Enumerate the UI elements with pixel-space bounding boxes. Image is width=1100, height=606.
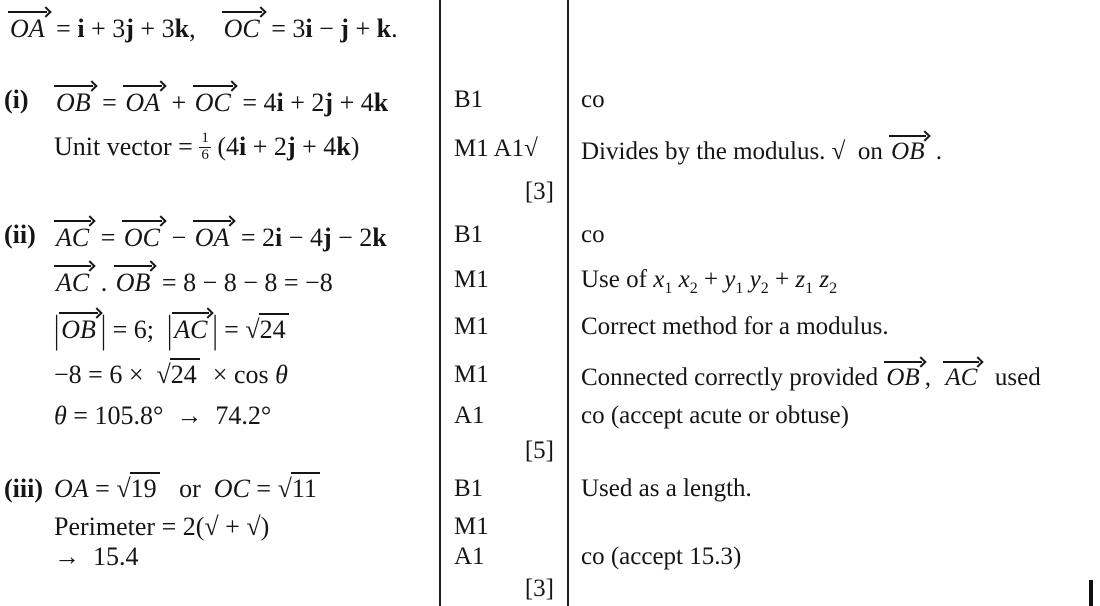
math-token: . [929, 138, 942, 165]
math-token: Perimeter = 2(√ + √) [54, 511, 270, 541]
math-token: + [165, 88, 193, 117]
working-expression [54, 82, 388, 118]
comment-column [568, 542, 1100, 572]
math-token: y [724, 265, 736, 293]
comment-column [568, 511, 1100, 542]
math-token: √24 [157, 358, 200, 389]
math-token: 1 [664, 279, 673, 297]
vector-with-arrow: OA [8, 8, 50, 44]
marks-total: [3] [524, 575, 554, 602]
vector-with-arrow: AC [172, 309, 212, 345]
comment-column [568, 74, 1100, 126]
math-token: k [372, 222, 387, 252]
working-expression [54, 360, 288, 390]
working-column [0, 511, 440, 542]
text-cursor-mark [1089, 580, 1093, 606]
comment-column [568, 434, 1100, 467]
math-token: 2 [760, 279, 769, 297]
mark-scheme-row [0, 126, 1100, 172]
math-token: −8 = 6 × [54, 360, 157, 389]
working-column [0, 0, 440, 74]
vector-with-arrow: OA [193, 217, 235, 253]
math-token: $\frac{1}{6}$ [201, 130, 209, 163]
math-token: j [125, 14, 134, 43]
working-expression [54, 217, 387, 253]
math-token: i [239, 132, 247, 162]
mark-codes: M1 A1√ [454, 135, 538, 162]
math-token: √19 [116, 472, 159, 503]
comment-column [568, 572, 1100, 606]
working-expression [54, 474, 320, 504]
marks-column [440, 0, 568, 74]
comment-text [581, 313, 889, 341]
math-token: = 4 [235, 88, 277, 117]
math-token: = 2 [234, 222, 276, 252]
math-token: x [653, 265, 665, 293]
part-label: (iii) [4, 474, 43, 503]
vector-with-arrow: OA [123, 82, 165, 118]
marks-column [440, 434, 568, 467]
working-expression [54, 262, 333, 298]
marks-column [440, 172, 568, 212]
comment-column [568, 126, 1100, 172]
vector-with-arrow: OB [54, 82, 96, 118]
part-label: (ii) [4, 219, 36, 249]
working-column [0, 572, 440, 606]
working-expression [54, 401, 271, 431]
math-token: = [95, 88, 124, 117]
math-token: k [336, 132, 351, 162]
math-token: + 3 [133, 14, 175, 43]
math-token: | [167, 307, 173, 351]
working-column [0, 302, 440, 352]
mark-codes: B1 [454, 220, 484, 248]
working-column [0, 172, 440, 212]
math-token: j [286, 132, 296, 162]
math-token: z [795, 265, 806, 293]
comment-column [568, 352, 1100, 398]
comment-text [581, 543, 741, 571]
working-column [0, 467, 440, 511]
math-token: Connected correctly provided [581, 364, 885, 391]
vector-with-arrow: OC [122, 217, 165, 253]
math-token: → 15.4 [54, 542, 139, 571]
math-token: + 2 [246, 132, 287, 162]
vector-with-arrow: OB [889, 132, 929, 166]
working-expression [54, 512, 269, 542]
marks-column [440, 398, 568, 434]
math-token: k [174, 14, 190, 43]
math-token: 2 [689, 279, 698, 297]
comment-text [581, 132, 942, 166]
math-token: co (accept 15.3) [581, 543, 742, 570]
math-token: 1 [805, 279, 814, 297]
math-token: Use of [581, 265, 654, 293]
math-token: , [189, 14, 222, 43]
math-token: × cos [199, 360, 276, 389]
math-token: j [324, 88, 334, 117]
comment-text [581, 221, 605, 249]
math-token: k [376, 14, 392, 43]
mark-scheme-row [0, 0, 1100, 74]
math-token: = [217, 315, 246, 344]
math-token: ) [350, 132, 360, 162]
math-token: i [275, 222, 283, 252]
math-token: + 4 [295, 132, 337, 162]
comment-text [581, 402, 849, 430]
mark-scheme-row [0, 542, 1100, 572]
math-token: = [249, 474, 278, 503]
working-expression [54, 542, 139, 572]
math-token: + 4 [333, 88, 374, 117]
vector-with-arrow: AC [54, 262, 94, 298]
math-token: √11 [278, 472, 320, 503]
mark-scheme-row [0, 572, 1100, 606]
math-token: | [100, 307, 107, 351]
mark-scheme-row [0, 302, 1100, 352]
mark-codes: M1 [454, 512, 489, 540]
mark-codes: M1 [454, 265, 489, 293]
marks-column [440, 126, 568, 172]
math-token: = 3 [264, 14, 306, 43]
vector-with-arrow: OC [222, 8, 265, 44]
working-column [0, 434, 440, 467]
comment-column [568, 0, 1100, 74]
math-token: θ [275, 360, 288, 389]
math-token: co [581, 220, 605, 248]
math-token: | [54, 307, 60, 351]
marks-column [440, 572, 568, 606]
math-token: k [373, 88, 389, 117]
mark-codes: A1 [454, 543, 485, 570]
mark-scheme-row [0, 511, 1100, 542]
part-label: (i) [4, 85, 29, 114]
math-token: . [94, 267, 114, 297]
marks-column [440, 74, 568, 126]
math-token: i [305, 14, 313, 43]
math-token: | [212, 307, 218, 351]
math-token: OC [213, 474, 250, 503]
math-token: or [159, 474, 214, 503]
math-token: 1 [735, 279, 744, 297]
comment-text [581, 265, 838, 297]
math-token: z [819, 265, 830, 293]
math-token: θ [54, 401, 67, 430]
math-token: co [581, 86, 605, 113]
math-token: + [768, 265, 796, 293]
math-token: 2 [829, 279, 838, 297]
marks-column [440, 467, 568, 511]
math-token: OA [54, 474, 89, 503]
marks-column [440, 352, 568, 398]
comment-column [568, 467, 1100, 511]
math-token: = 6; [106, 315, 167, 344]
marks-column [440, 511, 568, 542]
math-token: − [312, 14, 341, 43]
mark-codes: M1 [454, 313, 489, 340]
marks-column [440, 542, 568, 572]
math-token: Correct method for a modulus. [581, 313, 889, 340]
math-token: i [276, 88, 284, 117]
math-token: √24 [245, 313, 288, 344]
vector-with-arrow: OC [193, 82, 236, 118]
math-token: i [77, 14, 85, 43]
mark-codes: M1 [454, 361, 489, 388]
math-token: y [749, 265, 761, 293]
math-token: = [49, 14, 78, 43]
vector-with-arrow: OB [114, 262, 156, 298]
math-token: − 4 [282, 222, 323, 252]
math-token: Unit vector = [54, 132, 200, 162]
math-token: (4 [210, 132, 240, 162]
marks-column [440, 302, 568, 352]
comment-column [568, 257, 1100, 302]
math-token: Used as a length. [581, 475, 752, 502]
math-token: = 105.8° → 74.2° [66, 401, 272, 430]
math-token: + 3 [84, 14, 126, 43]
mark-codes: B1 [454, 475, 484, 502]
vector-with-arrow: AC [54, 217, 94, 253]
vector-with-arrow: OB [59, 309, 101, 345]
working-column [0, 257, 440, 302]
marks-column [440, 212, 568, 257]
working-column [0, 74, 440, 126]
mark-scheme-row [0, 172, 1100, 212]
comment-column [568, 398, 1100, 434]
working-column [0, 126, 440, 172]
math-token: co (accept acute or obtuse) [581, 402, 849, 429]
math-token: , [924, 364, 944, 391]
working-column [0, 398, 440, 434]
math-token: = [88, 474, 117, 503]
mark-scheme-row [0, 467, 1100, 511]
working-expression [54, 132, 359, 165]
marks-total: [5] [524, 436, 554, 464]
math-token: + [348, 14, 377, 43]
math-token: x [678, 265, 690, 293]
working-column [0, 212, 440, 257]
mark-codes: A1 [454, 402, 485, 429]
working-column [0, 542, 440, 572]
math-token: = 8 − 8 − 8 = −8 [155, 267, 333, 297]
math-token: − [165, 222, 193, 252]
comment-column [568, 302, 1100, 352]
working-expression [8, 8, 398, 44]
mark-scheme-row [0, 74, 1100, 126]
mark-codes: B1 [454, 86, 484, 113]
comment-column [568, 172, 1100, 212]
math-token: j [340, 14, 349, 43]
math-token: − 2 [331, 222, 373, 252]
math-token: + [697, 265, 725, 293]
mark-scheme-row [0, 434, 1100, 467]
mark-scheme-row [0, 398, 1100, 434]
comment-column [568, 212, 1100, 257]
comment-text [581, 475, 752, 503]
math-token: j [322, 222, 332, 252]
mark-scheme-row [0, 352, 1100, 398]
comment-text [581, 358, 1041, 392]
math-token: Divides by the modulus. √ on [581, 138, 890, 165]
math-token: used [982, 364, 1041, 391]
comment-text [581, 86, 605, 114]
working-column [0, 352, 440, 398]
marks-column [440, 257, 568, 302]
vector-with-arrow: OB [884, 358, 924, 392]
mark-scheme-row [0, 257, 1100, 302]
math-token: . [391, 14, 398, 43]
working-expression [54, 307, 289, 351]
vector-with-arrow: AC [943, 358, 982, 392]
math-token: = [94, 222, 122, 252]
marks-total: [3] [524, 178, 554, 205]
mark-scheme-row [0, 212, 1100, 257]
math-token: + 2 [283, 88, 325, 117]
